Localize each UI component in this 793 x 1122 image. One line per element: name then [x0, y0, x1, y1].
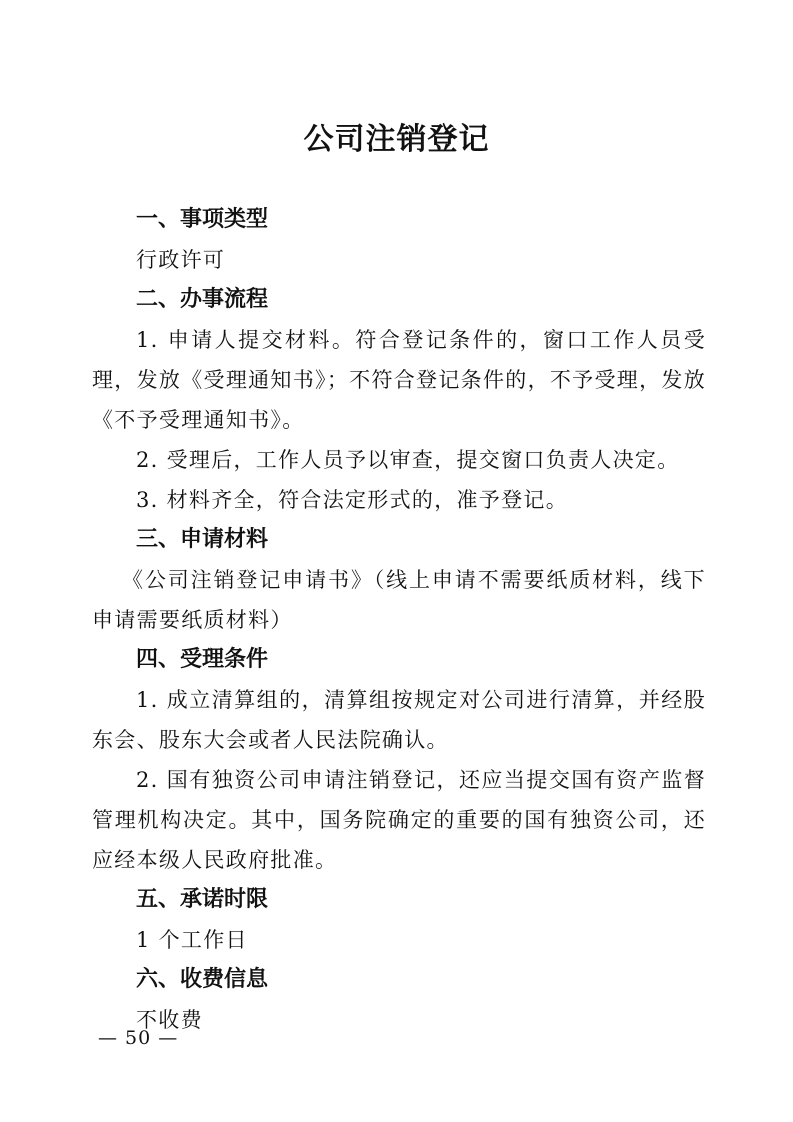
- fees-text: 不收费: [136, 1008, 203, 1032]
- condition-2: 2. 国有独资公司申请注销登记，还应当提交国有资产监督管理机构决定。其中，国务院确定的重要的国有独资公司，还应经本级人民政府批准。: [92, 768, 706, 872]
- document-body: [92, 200, 706, 1040]
- time-limit-text: 1 个工作日: [136, 928, 248, 952]
- section-heading-materials: 三、申请材料: [136, 527, 269, 552]
- materials-text: 《公司注销登记申请书》（线上申请不需要纸质材料，线下申请需要纸质材料）: [92, 568, 706, 632]
- process-step-3: 3. 材料齐全，符合法定形式的，准予登记。: [136, 488, 569, 512]
- process-step-2: 2. 受理后，工作人员予以审查，提交窗口负责人决定。: [136, 448, 680, 472]
- item-type-text: 行政许可: [136, 248, 226, 272]
- page-number: — 50 —: [98, 1027, 179, 1049]
- section-heading-process: 二、办事流程: [136, 287, 269, 312]
- section-heading-fees: 六、收费信息: [136, 967, 269, 992]
- document-title: 公司注销登记: [303, 122, 490, 157]
- section-heading-conditions: 四、受理条件: [136, 647, 269, 672]
- process-step-1: 1. 申请人提交材料。符合登记条件的，窗口工作人员受理，发放《受理通知书》；不符合登记条件的，不予受理，发放《不予受理通知书》。: [92, 328, 706, 432]
- condition-1: 1. 成立清算组的，清算组按规定对公司进行清算，并经股东会、股东大会或者人民法院确认。: [92, 688, 706, 752]
- section-heading-time-limit: 五、承诺时限: [136, 887, 269, 912]
- section-heading-item-type: 一、事项类型: [136, 207, 269, 232]
